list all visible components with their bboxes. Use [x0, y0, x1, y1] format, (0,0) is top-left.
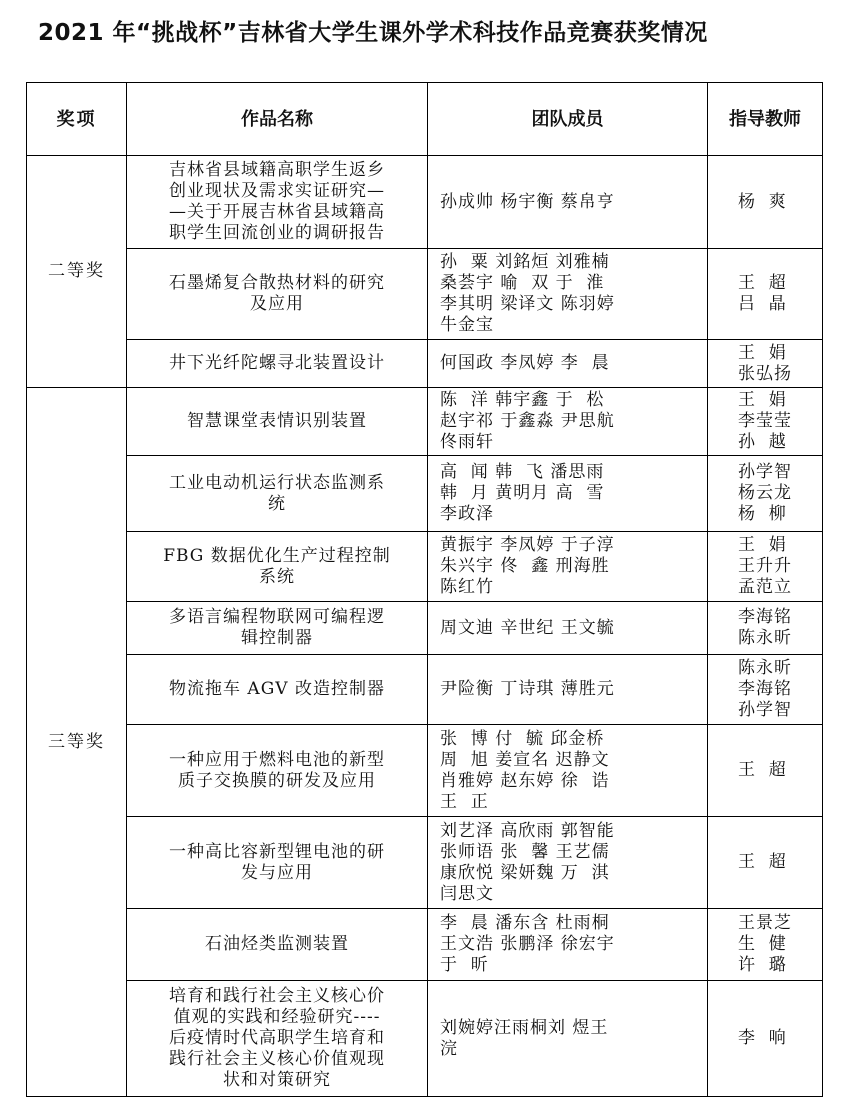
- team-members: [428, 602, 708, 655]
- table-row: [27, 909, 823, 981]
- advisor-line: 吕 晶: [738, 294, 787, 314]
- advisors: [708, 388, 823, 456]
- advisor-line: 李莹莹: [738, 411, 792, 431]
- advisor-line: 王 娟: [738, 535, 787, 555]
- team-members-line: 桑荟宇 喻 双 于 淮: [440, 273, 605, 293]
- work-title: [127, 981, 428, 1097]
- team-members: [428, 388, 708, 456]
- work-title-line: 统: [268, 493, 286, 514]
- team-members-line: 闫思文: [440, 883, 494, 904]
- advisors: [708, 725, 823, 817]
- work-title: [127, 602, 428, 655]
- work-title-line: 多语言编程物联网可编程逻: [169, 607, 385, 627]
- advisors: [708, 981, 823, 1097]
- work-title-line: 培育和践行社会主义核心价: [169, 986, 385, 1006]
- work-title-line: 石油烃类监测装置: [205, 934, 349, 954]
- awards-table: [26, 82, 823, 1097]
- table-row: [27, 655, 823, 725]
- team-members-line: 王 正: [440, 791, 489, 812]
- header-team: 团队成员: [428, 83, 708, 156]
- advisor-line: 生 健: [738, 934, 787, 954]
- team-members-line: 赵宇祁 于鑫淼 尹思航: [440, 411, 615, 431]
- table-row: [27, 156, 823, 249]
- table-row: [27, 340, 823, 388]
- team-members-line: 黄振宇 李凤婷 于子淳: [440, 535, 615, 555]
- work-title-line: 工业电动机运行状态监测系: [169, 472, 385, 493]
- advisor-line: 李海铭: [738, 679, 792, 699]
- header-teacher: 指导教师: [708, 83, 823, 156]
- team-members-line: 孙 粟 刘銘烜 刘雅楠: [440, 252, 610, 272]
- advisor-line: 杨 柳: [738, 504, 787, 524]
- advisor-line: 陈永昕: [738, 658, 792, 678]
- work-title-line: 智慧课堂表情识别装置: [187, 411, 367, 431]
- work-title-line: 井下光纤陀螺寻北装置设计: [169, 353, 385, 373]
- advisors: [708, 249, 823, 340]
- advisor-line: 张弘扬: [738, 363, 792, 384]
- table-row: [27, 602, 823, 655]
- table-row: [27, 532, 823, 602]
- advisor-line: 孙学智: [738, 462, 792, 482]
- advisor-line: 孙学智: [738, 700, 792, 720]
- team-members-line: 朱兴宇 佟 鑫 刑海胜: [440, 556, 610, 576]
- team-members-line: 李 晨 潘东含 杜雨桐: [440, 913, 610, 933]
- team-members: [428, 725, 708, 817]
- work-title: [127, 388, 428, 456]
- work-title: [127, 249, 428, 340]
- team-members: [428, 249, 708, 340]
- work-title-line: 值观的实践和经验研究----: [173, 1007, 381, 1027]
- team-members-line: 佟雨轩: [440, 432, 494, 452]
- advisor-line: 王升升: [738, 556, 792, 576]
- advisor-line: 孟范立: [738, 577, 792, 597]
- work-title-line: 石墨烯复合散热材料的研究: [169, 273, 385, 293]
- advisors: [708, 909, 823, 981]
- table-row: [27, 725, 823, 817]
- team-members: [428, 340, 708, 388]
- team-members-line: 尹险衡 丁诗琪 薄胜元: [440, 679, 615, 699]
- team-members: [428, 909, 708, 981]
- team-members: [428, 532, 708, 602]
- work-title-line: —关于开展吉林省县域籍高: [169, 202, 385, 222]
- advisor-line: 李海铭: [738, 607, 792, 627]
- advisor-line: 李 响: [738, 1028, 787, 1048]
- header-work: 作品名称: [127, 83, 428, 156]
- advisor-line: 王 超: [738, 273, 787, 293]
- team-members-line: 李政泽: [440, 504, 494, 524]
- work-title: [127, 817, 428, 909]
- work-title-line: 职学生回流创业的调研报告: [169, 223, 385, 243]
- work-title-line: 系统: [259, 566, 295, 587]
- advisor-line: 王 超: [738, 852, 787, 872]
- work-title: [127, 156, 428, 249]
- team-members-line: 肖雅婷 赵东婷 徐 诰: [440, 770, 610, 791]
- work-title-line: 创业现状及需求实证研究—: [169, 181, 385, 201]
- team-members: [428, 456, 708, 532]
- team-members-line: 陈红竹: [440, 577, 494, 597]
- award-level: 三等奖: [27, 388, 127, 1097]
- work-title-line: 辑控制器: [241, 628, 313, 648]
- team-members-line: 周 旭 姜宣名 迟静文: [440, 749, 610, 770]
- team-members-line: 孙成帅 杨宇衡 蔡帛亨: [440, 191, 615, 212]
- advisor-line: 许 璐: [738, 955, 787, 975]
- advisors: [708, 456, 823, 532]
- team-members-line: 刘艺泽 高欣雨 郭智能: [440, 820, 615, 841]
- advisor-line: 王 娟: [738, 390, 787, 410]
- award-level: 二等奖: [27, 156, 127, 388]
- team-members: [428, 156, 708, 249]
- table-row: [27, 388, 823, 456]
- team-members-line: 张师语 张 馨 王艺儒: [440, 841, 610, 862]
- table-body: [27, 156, 823, 1097]
- table-row: [27, 456, 823, 532]
- work-title-line: 一种应用于燃料电池的新型: [169, 749, 385, 770]
- advisor-line: 杨 爽: [738, 191, 787, 212]
- work-title-line: 践行社会主义核心价值观现: [169, 1049, 385, 1069]
- team-members-line: 高 闻 韩 飞 潘思雨: [440, 462, 605, 482]
- advisors: [708, 602, 823, 655]
- advisors: [708, 817, 823, 909]
- work-title: [127, 725, 428, 817]
- work-title-line: 物流拖车 AGV 改造控制器: [169, 679, 385, 699]
- advisors: [708, 340, 823, 388]
- team-members-line: 康欣悦 梁妍魏 万 淇: [440, 862, 610, 883]
- work-title: [127, 532, 428, 602]
- team-members: [428, 981, 708, 1097]
- team-members-line: 周文迪 辛世纪 王文毓: [440, 617, 615, 638]
- table-row: [27, 249, 823, 340]
- work-title-line: 状和对策研究: [223, 1070, 331, 1090]
- advisors: [708, 156, 823, 249]
- advisor-line: 王 超: [738, 760, 787, 780]
- team-members-line: 李其明 梁译文 陈羽婷: [440, 294, 615, 314]
- team-members-line: 牛金宝: [440, 315, 494, 335]
- table-row: [27, 981, 823, 1097]
- work-title-line: 后疫情时代高职学生培育和: [169, 1028, 385, 1048]
- team-members: [428, 655, 708, 725]
- team-members-line: 浣: [440, 1038, 458, 1059]
- work-title-line: 发与应用: [241, 862, 313, 883]
- team-members-line: 何国政 李凤婷 李 晨: [440, 353, 610, 373]
- table-row: [27, 817, 823, 909]
- header-award: 奖项: [27, 83, 127, 156]
- team-members-line: 张 博 付 毓 邱金桥: [440, 728, 605, 749]
- team-members-line: 于 昕: [440, 955, 489, 975]
- work-title: [127, 655, 428, 725]
- work-title: [127, 909, 428, 981]
- work-title-line: 及应用: [250, 294, 304, 314]
- advisor-line: 杨云龙: [738, 483, 792, 503]
- team-members-line: 韩 月 黄明月 高 雪: [440, 483, 605, 503]
- work-title-line: 吉林省县域籍高职学生返乡: [169, 160, 385, 180]
- work-title: [127, 456, 428, 532]
- work-title-line: FBG 数据优化生产过程控制: [163, 545, 391, 566]
- table-header-row: [27, 83, 823, 156]
- page-title: 2021 年“挑战杯”吉林省大学生课外学术科技作品竞赛获奖情况: [38, 20, 708, 46]
- work-title-line: 一种高比容新型锂电池的研: [169, 841, 385, 862]
- team-members: [428, 817, 708, 909]
- team-members-line: 陈 洋 韩宇鑫 于 松: [440, 390, 605, 410]
- advisor-line: 陈永昕: [738, 628, 792, 648]
- team-members-line: 刘婉婷汪雨桐刘 煜王: [440, 1017, 609, 1038]
- advisors: [708, 532, 823, 602]
- advisor-line: 王 娟: [738, 342, 787, 363]
- team-members-line: 王文浩 张鹏泽 徐宏宇: [440, 934, 615, 954]
- advisors: [708, 655, 823, 725]
- work-title: [127, 340, 428, 388]
- advisor-line: 孙 越: [738, 432, 787, 452]
- advisor-line: 王景芝: [738, 913, 792, 933]
- work-title-line: 质子交换膜的研发及应用: [178, 770, 376, 791]
